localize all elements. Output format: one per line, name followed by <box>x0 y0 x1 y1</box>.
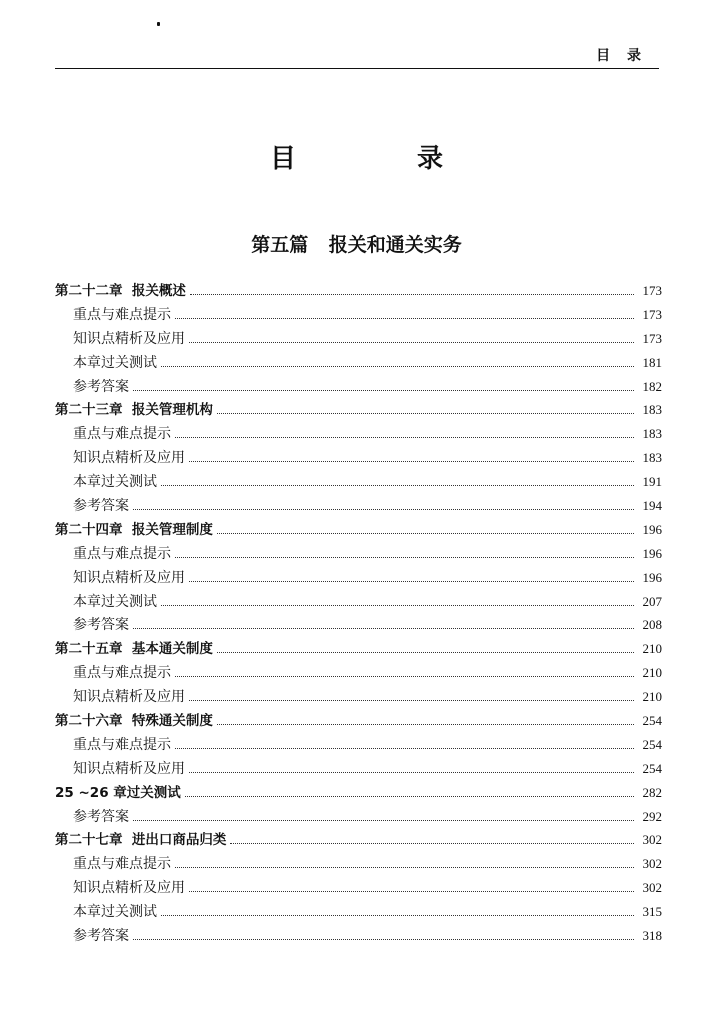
table-of-contents <box>55 279 662 948</box>
toc-section-entry[interactable] <box>55 876 662 900</box>
toc-section-entry[interactable] <box>55 327 662 351</box>
toc-entry-label: 本章过关测试 <box>73 593 157 610</box>
dot-leader <box>175 866 634 868</box>
toc-entry-label: 参考答案 <box>73 617 129 634</box>
dot-leader <box>133 938 634 940</box>
toc-section-entry[interactable] <box>55 661 662 685</box>
toc-entry-page-number: 191 <box>642 474 662 490</box>
toc-entry-page-number: 196 <box>642 545 662 561</box>
toc-entry-label: 第二十七章 进出口商品归类 <box>55 832 227 849</box>
toc-entry-label: 重点与难点提示 <box>73 426 171 443</box>
toc-section-entry[interactable] <box>55 805 662 829</box>
dot-leader <box>161 914 634 916</box>
dot-leader <box>133 819 634 821</box>
toc-entry-label: 参考答案 <box>73 378 129 395</box>
dot-leader <box>217 723 634 725</box>
toc-entry-label: 知识点精析及应用 <box>73 689 185 706</box>
toc-section-entry[interactable] <box>55 494 662 518</box>
dot-leader <box>189 890 634 892</box>
toc-section-entry[interactable] <box>55 303 662 327</box>
toc-entry-page-number: 292 <box>642 808 662 824</box>
toc-entry-page-number: 196 <box>642 521 662 537</box>
dot-leader <box>185 795 634 797</box>
toc-section-entry[interactable] <box>55 351 662 375</box>
toc-chapter-entry[interactable] <box>55 828 662 852</box>
dot-leader <box>189 580 634 582</box>
dot-leader <box>175 556 634 558</box>
part-title: 第五篇 报关和通关实务 <box>251 234 462 256</box>
toc-entry-page-number: 173 <box>642 306 662 322</box>
toc-entry-label: 知识点精析及应用 <box>73 880 185 897</box>
toc-chapter-entry[interactable] <box>55 781 662 805</box>
dot-leader <box>217 651 634 653</box>
toc-section-entry[interactable] <box>55 924 662 948</box>
toc-entry-label: 本章过关测试 <box>73 354 157 371</box>
dot-leader <box>133 627 634 629</box>
dot-leader <box>133 508 634 510</box>
toc-entry-page-number: 302 <box>642 880 662 896</box>
toc-entry-page-number: 173 <box>642 283 662 298</box>
dot-leader <box>161 365 634 367</box>
toc-section-entry[interactable] <box>55 422 662 446</box>
toc-entry-page-number: 254 <box>642 736 662 752</box>
dot-leader <box>189 341 634 343</box>
toc-entry-page-number: 194 <box>642 498 662 514</box>
dot-leader <box>161 484 634 486</box>
running-header <box>55 44 659 69</box>
toc-section-entry[interactable] <box>55 757 662 781</box>
toc-entry-label: 25 ~26 章过关测试 <box>55 784 181 801</box>
toc-entry-label: 知识点精析及应用 <box>73 450 185 467</box>
toc-entry-page-number: 254 <box>642 760 662 776</box>
toc-section-entry[interactable] <box>55 900 662 924</box>
dot-leader <box>175 317 634 319</box>
toc-section-entry[interactable] <box>55 446 662 470</box>
toc-entry-page-number: 173 <box>642 330 662 346</box>
toc-section-entry[interactable] <box>55 590 662 614</box>
toc-entry-page-number: 208 <box>642 617 662 633</box>
toc-entry-label: 第二十三章 报关管理机构 <box>55 402 213 419</box>
toc-entry-label: 知识点精析及应用 <box>73 330 185 347</box>
dot-leader <box>161 604 634 606</box>
toc-entry-page-number: 183 <box>642 450 662 466</box>
toc-entry-page-number: 196 <box>642 569 662 585</box>
page-title: 目 录 <box>269 144 500 174</box>
toc-entry-page-number: 318 <box>642 928 662 944</box>
toc-chapter-entry[interactable] <box>55 518 662 542</box>
toc-section-entry[interactable] <box>55 375 662 399</box>
toc-chapter-entry[interactable] <box>55 637 662 661</box>
dot-leader <box>175 675 634 677</box>
toc-entry-label: 重点与难点提示 <box>73 545 171 562</box>
dot-leader <box>190 293 634 295</box>
dot-leader <box>230 842 634 844</box>
toc-entry-label: 重点与难点提示 <box>73 306 171 323</box>
toc-entry-label: 参考答案 <box>73 808 129 825</box>
toc-entry-page-number: 183 <box>642 426 662 442</box>
toc-entry-page-number: 210 <box>642 689 662 705</box>
toc-entry-label: 本章过关测试 <box>73 904 157 921</box>
toc-entry-page-number: 210 <box>642 665 662 681</box>
toc-entry-page-number: 183 <box>642 402 662 418</box>
toc-entry-label: 参考答案 <box>73 928 129 945</box>
toc-entry-page-number: 254 <box>642 713 662 729</box>
toc-entry-label: 重点与难点提示 <box>73 736 171 753</box>
dot-leader <box>133 389 634 391</box>
toc-section-entry[interactable] <box>55 566 662 590</box>
toc-entry-label: 第二十五章 基本通关制度 <box>55 641 213 658</box>
toc-entry-page-number: 207 <box>642 593 662 609</box>
dot-leader <box>175 747 634 749</box>
toc-chapter-entry[interactable] <box>55 398 662 422</box>
toc-entry-label: 知识点精析及应用 <box>73 569 185 586</box>
toc-section-entry[interactable] <box>55 613 662 637</box>
dot-leader <box>189 771 634 773</box>
toc-entry-page-number: 315 <box>642 904 662 920</box>
toc-entry-page-number: 302 <box>642 856 662 872</box>
toc-entry-page-number: 282 <box>642 784 662 800</box>
toc-chapter-entry[interactable] <box>55 709 662 733</box>
toc-section-entry[interactable] <box>55 542 662 566</box>
dot-leader <box>217 412 634 414</box>
toc-entry-label: 知识点精析及应用 <box>73 760 185 777</box>
toc-entry-page-number: 210 <box>642 641 662 657</box>
toc-entry-label: 重点与难点提示 <box>73 665 171 682</box>
dot-leader <box>189 460 634 462</box>
toc-section-entry[interactable] <box>55 852 662 876</box>
toc-entry-label: 重点与难点提示 <box>73 856 171 873</box>
toc-entry-label: 本章过关测试 <box>73 474 157 491</box>
toc-entry-label: 第二十四章 报关管理制度 <box>55 521 213 538</box>
dot-leader <box>189 699 634 701</box>
toc-entry-label: 第二十二章 报关概述 <box>55 283 186 299</box>
toc-entry-page-number: 302 <box>642 832 662 848</box>
scan-speck <box>157 22 160 26</box>
toc-chapter-entry[interactable] <box>55 279 662 303</box>
toc-entry-page-number: 182 <box>642 378 662 394</box>
dot-leader <box>217 532 634 534</box>
toc-section-entry[interactable] <box>55 733 662 757</box>
dot-leader <box>175 436 634 438</box>
toc-entry-label: 第二十六章 特殊通关制度 <box>55 713 213 730</box>
running-header-text: 目 录 <box>596 48 647 64</box>
toc-entry-label: 参考答案 <box>73 498 129 515</box>
toc-section-entry[interactable] <box>55 685 662 709</box>
toc-section-entry[interactable] <box>55 470 662 494</box>
toc-entry-page-number: 181 <box>642 354 662 370</box>
